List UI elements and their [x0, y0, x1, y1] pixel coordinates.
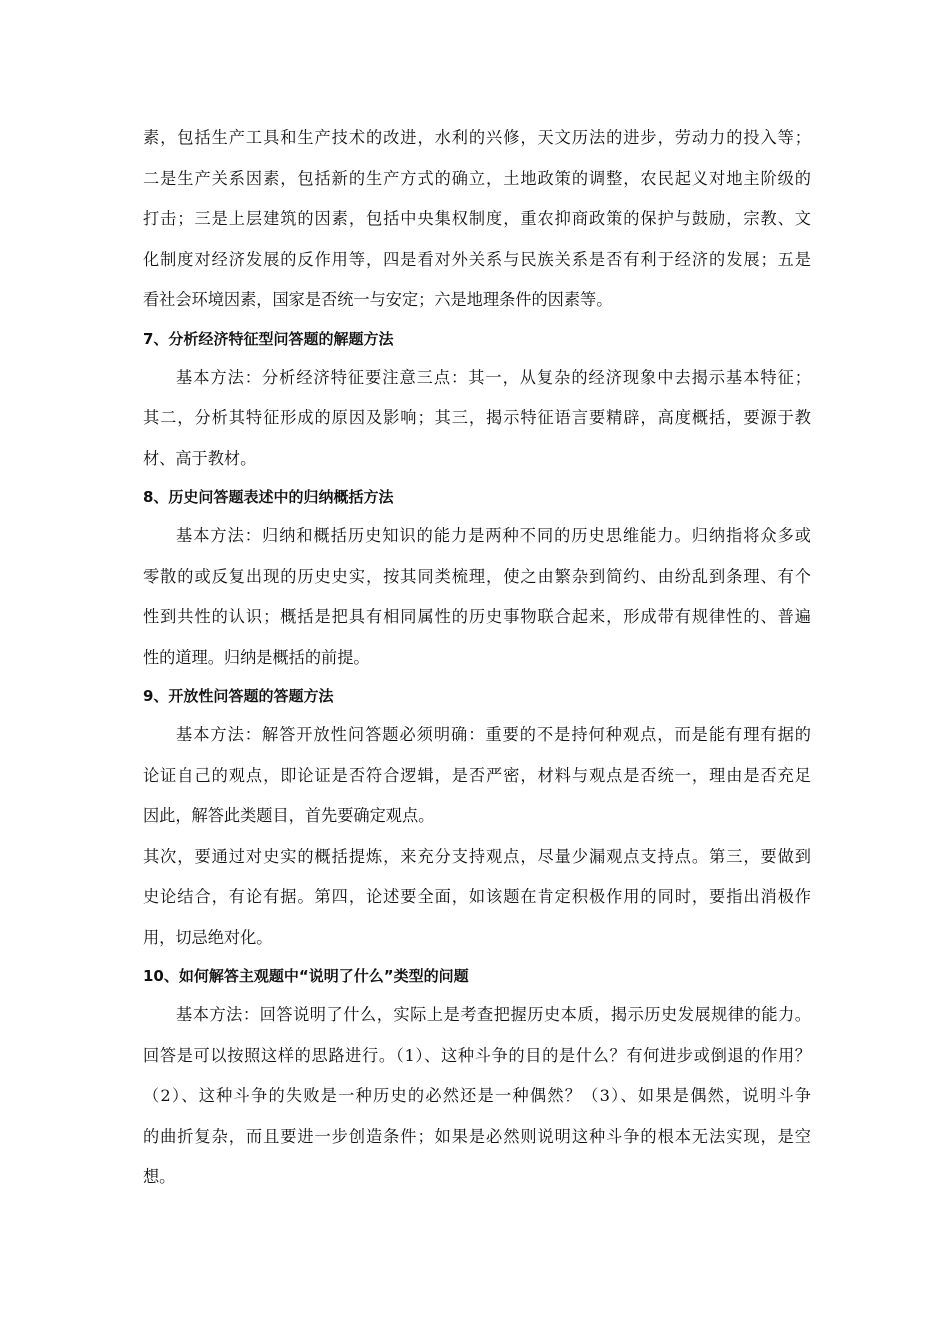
section-7	[143, 321, 811, 480]
text-line: 其二，分析其特征形成的原因及影响；其三，揭示特征语言要精辟，高度概括，要源于教	[143, 408, 811, 427]
text-line: 打击；三是上层建筑的因素，包括中央集权制度，重农抑商政策的保护与鼓励，宗教、文	[143, 209, 811, 228]
text-line: 素，包括生产工具和生产技术的改进，水利的兴修，天文历法的进步，劳动力的投入等；	[143, 128, 811, 147]
text-line: 化制度对经济发展的反作用等，四是看对外关系与民族关系是否有利于经济的发展；五是	[143, 249, 811, 269]
text-line: 想。	[143, 1167, 176, 1186]
section-8	[143, 479, 811, 678]
text-line: 性的道理。归纳是概括的前提。	[143, 647, 370, 667]
section-heading: 10、如何解答主观题中“说明了什么”类型的问题	[143, 967, 469, 985]
text-line: 二是生产关系因素，包括新的生产方式的确立，土地政策的调整，农民起义对地主阶级的	[143, 168, 811, 188]
text-line: 论证自己的观点，即论证是否符合逻辑，是否严密，材料与观点是否统一，理由是否充足	[143, 765, 811, 785]
text-line: 史论结合，有论有据。第四，论述要全面，如该题在肯定积极作用的同时，要指出消极作	[143, 887, 811, 906]
text-line: 材、高于教材。	[143, 448, 257, 468]
section-heading: 9、开放性问答题的答题方法	[143, 687, 334, 705]
text-line: 回答是可以按照这样的思路进行。（1）、这种斗争的目的是什么？有何进步或倒退的作用？	[143, 1045, 811, 1065]
document-page	[143, 118, 811, 1198]
text-line: （2）、这种斗争的失败是一种历史的必然还是一种偶然？（3）、如果是偶然，说明斗争	[143, 1086, 811, 1105]
text-line: 基本方法：归纳和概括历史知识的能力是两种不同的历史思维能力。归纳指将众多或	[176, 526, 811, 545]
text-line: 看社会环境因素，国家是否统一与安定；六是地理条件的因素等。	[143, 290, 613, 309]
text-line: 因此，解答此类题目，首先要确定观点。	[143, 806, 435, 825]
section-heading: 7、分析经济特征型问答题的解题方法	[143, 329, 394, 348]
text-line: 其次，要通过对史实的概括提炼，来充分支持观点，尽量少漏观点支持点。第三，要做到	[143, 846, 811, 866]
intro-paragraph	[143, 118, 811, 321]
section-10	[143, 958, 811, 1198]
text-line: 零散的或反复出现的历史史实，按其同类梳理，使之由繁杂到简约、由纷乱到条理、有个	[143, 566, 811, 586]
text-line: 基本方法：回答说明了什么，实际上是考查把握历史本质，揭示历史发展规律的能力。	[176, 1005, 811, 1024]
section-heading: 8、历史问答题表述中的归纳概括方法	[143, 488, 394, 506]
text-line: 用，切忌绝对化。	[143, 927, 273, 947]
section-9	[143, 678, 811, 958]
text-line: 基本方法：分析经济特征要注意三点：其一，从复杂的经济现象中去揭示基本特征；	[176, 367, 811, 387]
text-line: 性到共性的认识；概括是把具有相同属性的历史事物联合起来，形成带有规律性的、普遍	[143, 607, 811, 626]
text-line: 的曲折复杂，而且要进一步创造条件；如果是必然则说明这种斗争的根本无法实现，是空	[143, 1126, 811, 1146]
text-line: 基本方法：解答开放性问答题必须明确：重要的不是持何种观点，而是能有理有据的	[176, 725, 811, 744]
